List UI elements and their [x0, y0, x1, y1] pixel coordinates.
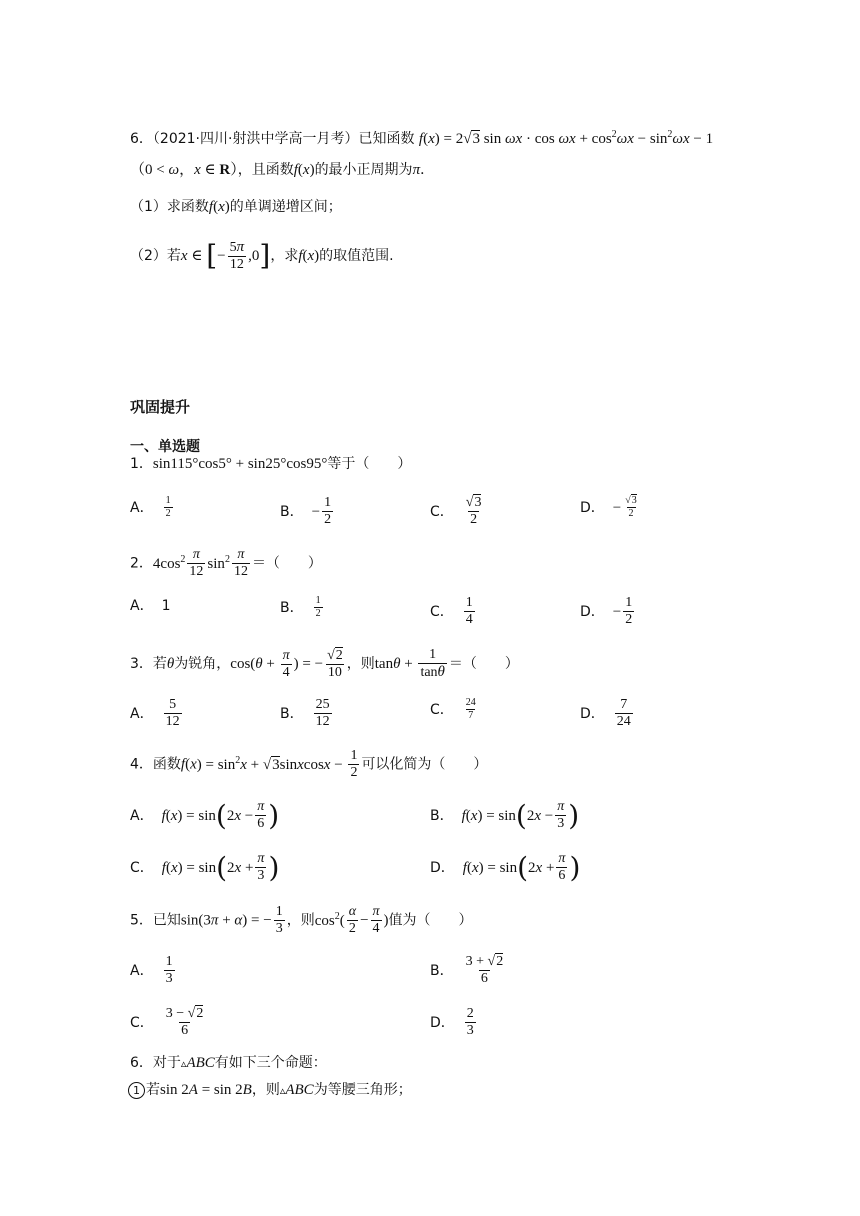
q4-option-d[interactable]: D． f ( x ) = sin ( 2x + $\frac{\pi}{6}$ ) — [430, 850, 581, 884]
q3-option-a[interactable]: A． $\frac{5}{12}$ — [130, 697, 180, 729]
question-3: 3．若θ为锐角，cos(θ + $\frac{\pi}{4}$ ) = − $\frac{√2}{10}$ ，则tanθ + $\frac{1}{\tan\theta}$ ＝（ ） — [130, 647, 519, 680]
q5-option-a[interactable]: A． $\frac{1}{3}$ — [130, 954, 173, 986]
q4-option-b[interactable]: B． f ( x ) = sin ( 2x − $\frac{\pi}{3}$ ) — [430, 798, 580, 832]
subsection-title: 一、单选题 — [130, 439, 200, 455]
question-1: 1．sin115°cos5° + sin25°cos95°等于（ ） — [130, 456, 412, 472]
q1-option-d[interactable]: D． − $\frac{√3}{2}$ — [580, 495, 637, 519]
q1-option-b[interactable]: B． − $\frac{1}{2}$ — [280, 495, 332, 527]
question-6: 6．对于▵ABC有如下三个命题： — [130, 1055, 327, 1071]
problem-6-part-2: （2）若x ∈ [− $\frac{5\pi}{12}$ ,0]，求f(x)的取值范围. — [130, 239, 394, 272]
problem-6-condition: （0 < ω，x ∈ R），且函数f(x)的最小正周期为π． — [130, 162, 435, 178]
q2-option-b[interactable]: B． $\frac{1}{2}$ — [280, 595, 321, 619]
q4-option-a[interactable]: A． f ( x ) = sin ( 2x − $\frac{\pi}{6}$ ) — [130, 798, 280, 832]
q5-option-d[interactable]: D． $\frac{2}{3}$ — [430, 1006, 474, 1038]
section-title: 巩固提升 — [130, 398, 191, 416]
q5-option-b[interactable]: B． $\frac{3 + √2}{6}$ — [430, 954, 504, 986]
q3-option-d[interactable]: D． $\frac{7}{24}$ — [580, 697, 631, 729]
question-4: 4．函数$f(x) = \sin^2x$ + √3sinxcosx − $\frac{1}{2}$ 可以化简为（ ） — [130, 748, 488, 780]
question-2: 2．$4\cos^2$ $\frac{\pi}{12}$ $\sin^2$ $\frac{\pi}{12}$ ＝（ ） — [130, 547, 322, 579]
problem-6-part-1: （1）求函数f(x)的单调递增区间； — [130, 199, 342, 215]
problem-6-statement: 6．（2021·四川·射洪中学高一月考）已知函数 f(x) = 2√3 $\sin \omega x \cdot \cos \omega x + \cos^2\omega x - \sin^2\omega x - 1$ — [130, 129, 714, 147]
q4-option-c[interactable]: C． f ( x ) = sin ( 2x + $\frac{\pi}{3}$ ) — [130, 850, 280, 884]
q1-option-a[interactable]: A． $\frac{1}{2}$ — [130, 495, 171, 519]
q2-option-c[interactable]: C． $\frac{1}{4}$ — [430, 595, 473, 627]
q5-option-c[interactable]: C． $\frac{3 - √2}{6}$ — [130, 1006, 204, 1038]
circled-number-1: 1 — [128, 1082, 145, 1099]
q3-option-c[interactable]: C． $\frac{24}{7}$ — [430, 697, 476, 721]
function-definition: f — [418, 131, 424, 147]
statement-1: 1 若sin 2A = sin 2B，则▵ABC为等腰三角形； — [128, 1080, 412, 1101]
q2-option-d[interactable]: D． − $\frac{1}{2}$ — [580, 595, 633, 627]
q1-option-c[interactable]: C． $\frac{√3}{2}$ — [430, 495, 482, 527]
q2-option-a[interactable]: A． 1 — [130, 598, 171, 614]
question-5: 5．已知sin(3π + α) = − $\frac{1}{3}$ ，则$\cos^2$( $\frac{\alpha}{2}$ − $\frac{\pi}{4}$ )值为（ ） — [130, 904, 473, 936]
q3-option-b[interactable]: B． $\frac{25}{12}$ — [280, 697, 330, 729]
